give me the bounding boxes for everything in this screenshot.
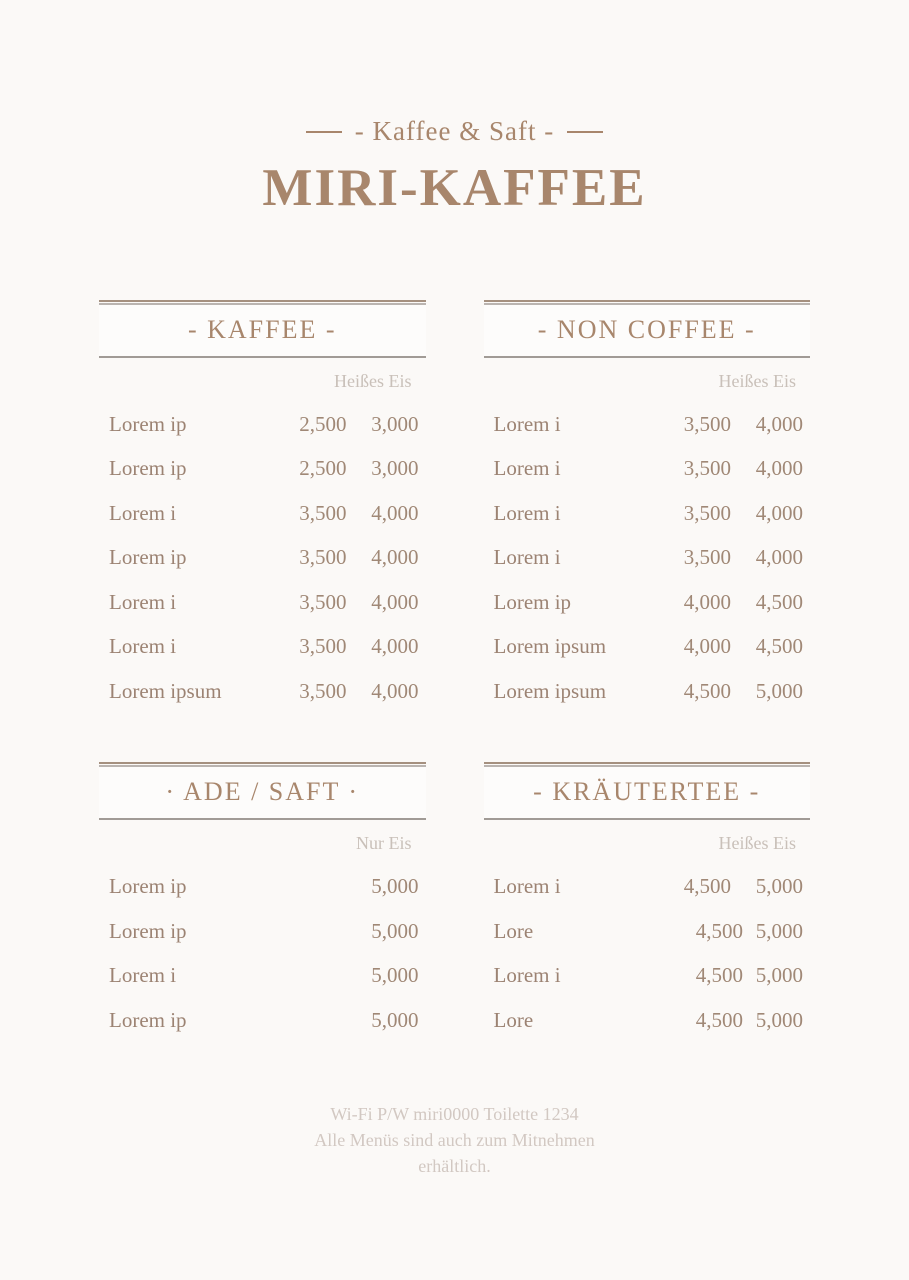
item-name: Lorem i <box>109 500 177 525</box>
menu-item-row <box>484 579 811 624</box>
price-ice: 4,000 <box>371 634 419 659</box>
menu-item-row <box>484 534 811 579</box>
price-ice: 4,000 <box>371 678 419 703</box>
menu-footer <box>0 1101 909 1179</box>
menu-item-row <box>484 997 811 1042</box>
price-ice: 4,000 <box>755 500 803 525</box>
price-hot: 3,500 <box>299 589 347 614</box>
page-title: MIRI-KAFFEE <box>262 159 647 217</box>
menu-item-row <box>484 668 811 713</box>
item-name: Lorem ip <box>109 456 187 481</box>
menu-item-row <box>99 623 426 668</box>
price-hot: 4,500 <box>695 918 743 943</box>
price-hot: 3,500 <box>299 500 347 525</box>
price-hot: 3,500 <box>683 545 731 570</box>
section-head <box>484 762 811 820</box>
section-head <box>99 762 426 820</box>
price-hot: 4,500 <box>683 874 731 899</box>
price-ice: 5,000 <box>755 918 803 943</box>
tagline-left-rule <box>306 131 342 133</box>
price-ice: 4,000 <box>371 500 419 525</box>
price-hot: 2,500 <box>299 411 347 436</box>
item-name: Lorem i <box>493 963 561 988</box>
price-hot: 3,500 <box>683 500 731 525</box>
menu-item-row <box>484 952 811 997</box>
price-ice: 5,000 <box>755 963 803 988</box>
price-ice: 3,000 <box>371 456 419 481</box>
price-ice: 5,000 <box>371 918 419 943</box>
item-name: Lorem i <box>493 500 561 525</box>
section-head <box>99 300 426 358</box>
item-list <box>99 863 426 1041</box>
price-hot: 4,500 <box>683 678 731 703</box>
price-ice: 5,000 <box>755 678 803 703</box>
item-list <box>99 401 426 713</box>
price-hot: 4,500 <box>695 1007 743 1032</box>
section-title: - NON COFFEE - <box>537 314 756 344</box>
menu-item-row <box>484 401 811 446</box>
section-title: - KRÄUTERTEE - <box>533 777 761 807</box>
item-list <box>484 401 811 713</box>
section-title: - KAFFEE - <box>187 314 337 344</box>
price-ice: 5,000 <box>371 874 419 899</box>
menu-item-row <box>99 445 426 490</box>
price-hot: 4,500 <box>695 963 743 988</box>
section-head-inner <box>99 303 426 358</box>
price-ice: 4,000 <box>755 545 803 570</box>
section-head-inner <box>484 303 811 358</box>
menu-item-row <box>484 623 811 668</box>
item-name: Lorem ipsum <box>109 678 222 703</box>
section-title: · ADE / SAFT · <box>165 777 360 807</box>
menu-item-row <box>99 668 426 713</box>
menu-item-row <box>99 863 426 908</box>
price-ice: 4,500 <box>755 589 803 614</box>
item-name: Lorem i <box>493 456 561 481</box>
price-hot: 3,500 <box>299 634 347 659</box>
item-name: Lorem ip <box>109 874 187 899</box>
menu-section-ade-saft <box>99 762 426 1041</box>
price-hot: 3,500 <box>299 545 347 570</box>
item-name: Lorem ipsum <box>493 634 607 659</box>
price-column-header: Heißes Eis <box>718 370 796 391</box>
item-name: Lorem ip <box>109 545 187 570</box>
section-head-inner <box>99 765 426 820</box>
menu-item-row <box>484 863 811 908</box>
item-name: Lorem ip <box>109 918 187 943</box>
item-name: Lorem i <box>109 589 177 614</box>
price-column-header: Heißes Eis <box>718 833 796 854</box>
section-head-inner <box>484 765 811 820</box>
menu-item-row <box>484 490 811 535</box>
menu-grid <box>99 300 810 1042</box>
menu-item-row <box>99 534 426 579</box>
footer-takeaway-line-1: Alle Menüs sind auch zum Mitnehmen <box>314 1130 595 1151</box>
price-hot: 3,500 <box>299 678 347 703</box>
price-ice: 4,500 <box>755 634 803 659</box>
menu-item-row <box>99 401 426 446</box>
price-hot: 4,000 <box>683 634 731 659</box>
menu-item-row <box>99 490 426 535</box>
item-name: Lorem ip <box>109 411 187 436</box>
item-name: Lorem ipsum <box>493 678 607 703</box>
footer-takeaway-line-2: erhältlich. <box>418 1156 491 1177</box>
section-head <box>484 300 811 358</box>
price-ice: 5,000 <box>755 874 803 899</box>
price-hot: 4,000 <box>683 589 731 614</box>
menu-item-row <box>99 908 426 953</box>
item-name: Lorem i <box>493 411 561 436</box>
price-column-header: Nur Eis <box>356 833 412 854</box>
item-name: Lorem i <box>109 963 177 988</box>
menu-header <box>0 116 909 220</box>
menu-item-row <box>484 445 811 490</box>
price-ice: 4,000 <box>371 589 419 614</box>
menu-item-row <box>99 952 426 997</box>
price-ice: 4,000 <box>755 456 803 481</box>
item-list <box>484 863 811 1041</box>
item-name: Lorem i <box>493 874 561 899</box>
item-name: Lorem ip <box>109 1007 187 1032</box>
tagline-right-rule <box>567 131 603 133</box>
menu-tagline <box>0 116 909 147</box>
item-name: Lore <box>493 918 534 943</box>
menu-item-row <box>99 579 426 624</box>
menu-item-row <box>99 997 426 1042</box>
price-ice: 3,000 <box>371 411 419 436</box>
item-name: Lorem i <box>109 634 177 659</box>
item-name: Lorem ip <box>493 589 572 614</box>
price-ice: 5,000 <box>371 1007 419 1032</box>
price-ice: 4,000 <box>755 411 803 436</box>
menu-section-kaffee <box>99 300 426 713</box>
footer-wifi-line: Wi-Fi P/W miri0000 Toilette 1234 <box>330 1104 579 1125</box>
item-name: Lorem i <box>493 545 561 570</box>
menu-section-non-coffee <box>484 300 811 713</box>
menu-item-row <box>484 908 811 953</box>
price-hot: 2,500 <box>299 456 347 481</box>
price-column-header: Heißes Eis <box>334 370 412 391</box>
price-hot: 3,500 <box>683 456 731 481</box>
menu-section-kraeutertee <box>484 762 811 1041</box>
price-ice: 4,000 <box>371 545 419 570</box>
tagline-text: - Kaffee & Saft - <box>354 116 555 146</box>
price-ice: 5,000 <box>371 963 419 988</box>
price-hot: 3,500 <box>683 411 731 436</box>
price-ice: 5,000 <box>755 1007 803 1032</box>
item-name: Lore <box>493 1007 534 1032</box>
